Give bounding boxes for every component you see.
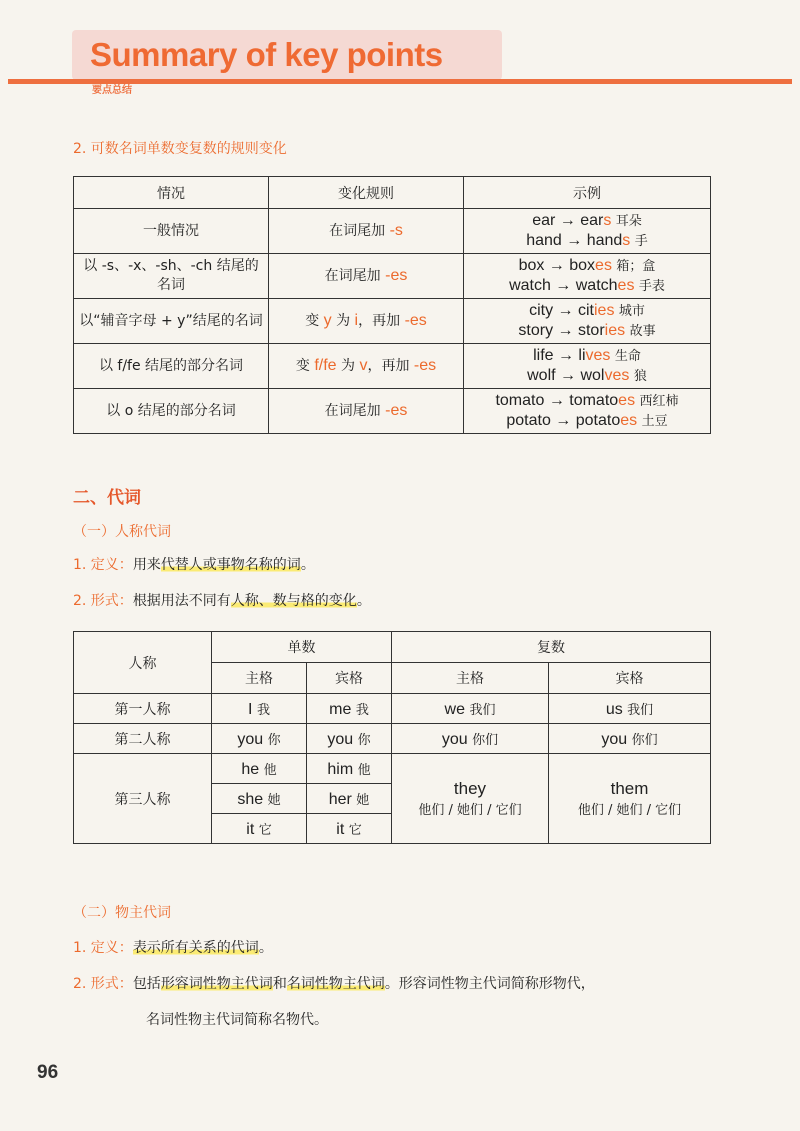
table-row-second-person <box>74 724 711 754</box>
pronoun-cell: you 你 <box>212 724 307 754</box>
example-line: hand → hands 手 <box>526 232 648 249</box>
table-row <box>74 209 711 254</box>
definition-text: 。 <box>258 940 273 956</box>
example-line: tomato → tomatoes 西红柿 <box>495 392 679 409</box>
header-subject-case: 主格 <box>392 663 549 694</box>
table-row-first-person <box>74 694 711 724</box>
header-object-case: 宾格 <box>549 663 711 694</box>
rule-cell: 在词尾加 -es <box>269 254 464 299</box>
header-subject-case: 主格 <box>212 663 307 694</box>
rule-cell: 变 f/fe 为 v，再加 -es <box>269 344 464 389</box>
column-header: 变化规则 <box>269 177 464 209</box>
form-text: 。 <box>356 593 371 609</box>
header-plural: 复数 <box>392 632 711 663</box>
form-text: 。形容词性物主代词简称形物代， <box>384 976 595 992</box>
form-line <box>73 973 595 995</box>
definition-text: 。 <box>300 557 315 573</box>
page-title: Summary of key points <box>90 36 443 73</box>
pronoun-cell: him 他 <box>307 754 392 784</box>
definition-label: 1. 定义： <box>73 557 133 573</box>
pronoun-zh: 他们 / 她们 / 它们 <box>418 803 522 818</box>
header-object-case: 宾格 <box>307 663 392 694</box>
definition-label: 1. 定义： <box>73 940 133 956</box>
pronoun-cell: me 我 <box>307 694 392 724</box>
page-number: 96 <box>37 1062 59 1083</box>
highlighted-text: 名词性物主代词 <box>286 976 385 992</box>
example-line: story → stories 故事 <box>518 322 656 339</box>
pronoun-zh: 他们 / 她们 / 它们 <box>577 803 682 818</box>
pronoun-cell: I 我 <box>212 694 307 724</box>
form-label: 2. 形式： <box>73 593 133 609</box>
example-line: box → boxes 箱；盒 <box>518 257 656 274</box>
rule-cell: 变 y 为 i，再加 -es <box>269 299 464 344</box>
plural-rules-table <box>73 176 711 434</box>
table-row <box>74 344 711 389</box>
pronoun-cell: it 它 <box>307 814 392 844</box>
rule-cell: 在词尾加 -s <box>269 209 464 254</box>
section-heading-pronouns: 二、代词 <box>73 488 141 508</box>
example-cell <box>464 344 711 389</box>
example-cell <box>464 209 711 254</box>
form-label: 2. 形式： <box>73 976 133 992</box>
pronoun-cell: us 我们 <box>549 694 711 724</box>
form-text: 根据用法不同有 <box>132 593 231 609</box>
form-line <box>73 590 371 612</box>
definition-line <box>73 554 315 576</box>
example-line: potato → potatoes 土豆 <box>506 412 668 429</box>
highlighted-text: 代替人或事物名称的词 <box>160 557 301 573</box>
table-row <box>74 389 711 434</box>
example-line: wolf → wolves 狼 <box>527 367 647 384</box>
form-text: 包括 <box>132 976 161 992</box>
subheading-personal-pronouns: （一）人称代词 <box>73 524 171 540</box>
table-row-third-person <box>74 754 711 784</box>
personal-pronoun-table <box>73 631 711 844</box>
subheading-possessive-pronouns: （二）物主代词 <box>73 905 171 921</box>
definition-line <box>73 937 273 959</box>
row-label: 第二人称 <box>74 724 212 754</box>
pronoun-cell-they <box>392 754 549 844</box>
highlighted-text: 人称、数与格的变化 <box>230 593 357 609</box>
highlighted-text: 表示所有关系的代词 <box>132 940 259 956</box>
example-cell <box>464 254 711 299</box>
table-row <box>74 254 711 299</box>
definition-text: 用来 <box>132 557 161 573</box>
example-cell <box>464 299 711 344</box>
case-cell: 以 f/fe 结尾的部分名词 <box>74 344 269 389</box>
example-line: city → cities 城市 <box>529 302 645 319</box>
pronoun-cell: her 她 <box>307 784 392 814</box>
case-cell: 一般情况 <box>74 209 269 254</box>
pronoun-en: they <box>453 779 487 798</box>
form-line-continued: 名词性物主代词简称名物代。 <box>146 1012 328 1028</box>
case-cell: 以 o 结尾的部分名词 <box>74 389 269 434</box>
pronoun-cell-them <box>549 754 711 844</box>
pronoun-cell: you 你们 <box>392 724 549 754</box>
section-heading-plural-rules: 2. 可数名词单数变复数的规则变化 <box>73 141 287 157</box>
case-cell: 以“辅音字母 + y”结尾的名词 <box>74 299 269 344</box>
row-label: 第一人称 <box>74 694 212 724</box>
example-line: watch → watches 手表 <box>509 277 665 294</box>
column-header: 示例 <box>464 177 711 209</box>
column-header: 情况 <box>74 177 269 209</box>
example-line: ear → ears 耳朵 <box>532 212 642 229</box>
pronoun-cell: he 他 <box>212 754 307 784</box>
case-cell: 以 -s、-x、-sh、-ch 结尾的名词 <box>74 254 269 299</box>
highlighted-text: 形容词性物主代词 <box>160 976 273 992</box>
pronoun-cell: she 她 <box>212 784 307 814</box>
row-label: 第三人称 <box>74 754 212 844</box>
example-cell <box>464 389 711 434</box>
form-text: 和 <box>272 976 287 992</box>
header-person: 人称 <box>74 632 212 694</box>
table-row <box>74 299 711 344</box>
pronoun-cell: you 你们 <box>549 724 711 754</box>
rule-cell: 在词尾加 -es <box>269 389 464 434</box>
pronoun-cell: it 它 <box>212 814 307 844</box>
pronoun-cell: you 你 <box>307 724 392 754</box>
page-subtitle: 要点总结 <box>92 85 132 96</box>
pronoun-cell: we 我们 <box>392 694 549 724</box>
example-line: life → lives 生命 <box>533 347 641 364</box>
pronoun-en: them <box>610 779 649 798</box>
header-singular: 单数 <box>212 632 392 663</box>
